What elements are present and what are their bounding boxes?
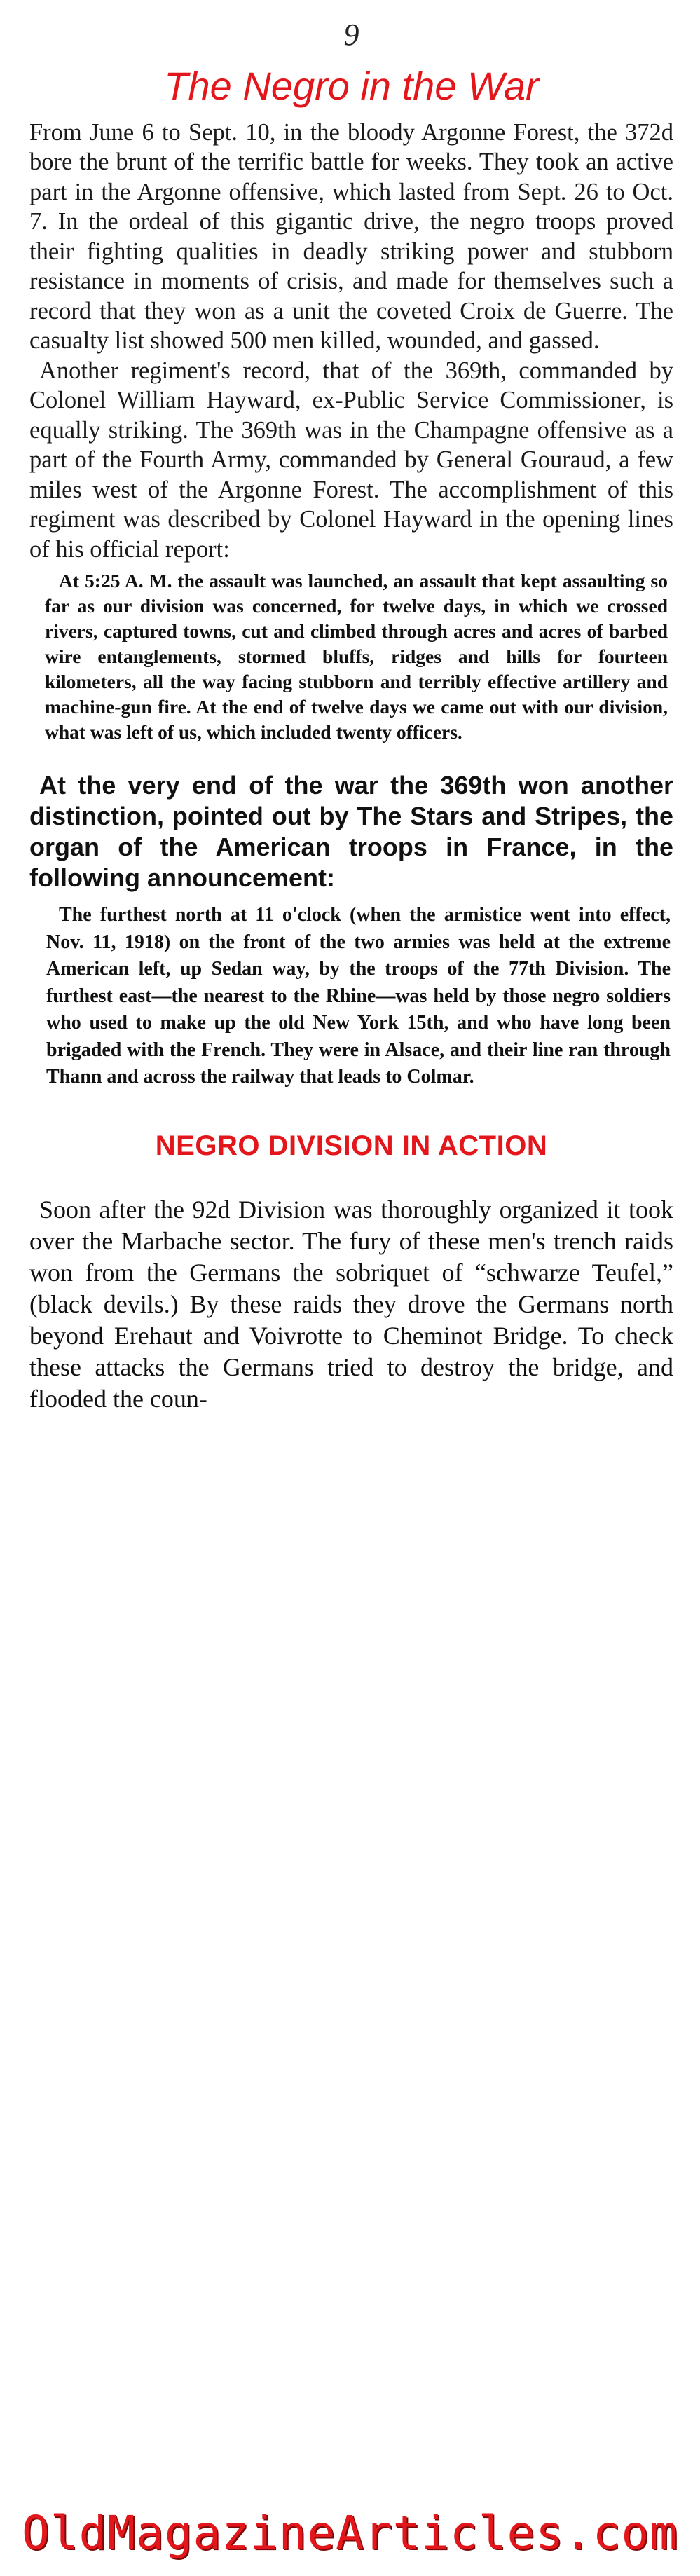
paragraph-stars-and-stripes: At the very end of the war the 369th won another distinction, pointed out by The Stars and Stripes, the organ of the American troops in France, in the following announcement: xyxy=(29,771,673,893)
site-footer: OldMagazineArticles.com xyxy=(22,2506,678,2560)
paragraph-369th: Another regiment's record, that of the 369th, commanded by Colonel William Hayward, ex-Public Service Commissioner, is equally striking. The 369th was in the Champagne offensive as a part of the Fourth Army, commanded by General Gouraud, a few miles west of the Argonne Forest. The accomplishment of this regiment was described by Colonel Hayward in the opening lines of his official report: xyxy=(29,357,673,563)
quote-hayward-report: At 5:25 A. M. the assault was launched, an assault that kept assaulting so far as our division was concerned, for twelve days, in which we crossed rivers, captured towns, cut and climbed through acres and acres of barbed wire entanglements, stormed bluffs, ridges and hills for fourteen kilometers, all the way facing stubborn and terribly effective artillery and machine-gun fire. At the end of twelve days we came out with our division, what was left of us, which included twenty officers. xyxy=(45,570,668,744)
quote-armistice: The furthest north at 11 o'clock (when the armistice went into effect, Nov. 11, 1918) on the front of the two armies was held at the extreme American left, up Sedan way, by the troops of the 77th Division. The furthest east—the nearest to the Rhine—was held by those negro soldiers who used to make up the old New York 15th, and who have long been brigaded with the French. They were in Alsace, and their line ran through Thann and across the railway that leads to Colmar. xyxy=(46,904,671,1088)
article-title: The Negro in the War xyxy=(164,64,539,108)
page-number: 9 xyxy=(343,18,359,52)
paragraph-argonne: From June 6 to Sept. 10, in the bloody Argonne Forest, the 372d bore the brunt of the terrific battle for weeks. They took an active part in the Argonne offensive, which lasted from Sept. 26 to Oct. 7. In the ordeal of this gigantic drive, the negro troops proved their fighting qualities in deadly striking power and stubborn resistance in moments of crisis, and made for themselves such a record that they won as a unit the coveted Croix de Guerre. The casualty list showed 500 men killed, wounded, and gassed. xyxy=(29,118,673,355)
paragraph-92d-division: Soon after the 92d Division was thoroughly organized it took over the Marbache sector. The fury of these men's trench raids won from the Germans the sobriquet of “schwarze Teufel,” (black devils.) By these raids they drove the Germans north beyond Erehaut and Voivrotte to Cheminot Bridge. To check these attacks the Germans tried to destroy the bridge, and flooded the coun- xyxy=(29,1195,673,1413)
section-heading: NEGRO DIVISION IN ACTION xyxy=(155,1130,548,1161)
